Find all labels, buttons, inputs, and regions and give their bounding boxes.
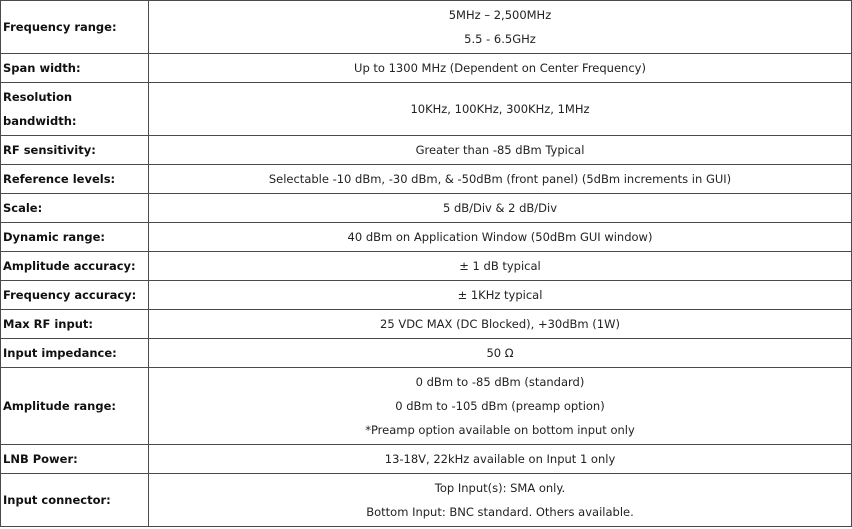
spec-value [149,1,852,54]
spec-value-line: Top Input(s): SMA only. [434,481,566,495]
spec-value [149,339,852,368]
spec-value [149,83,852,136]
spec-row-scale [1,194,852,223]
spec-value [149,252,852,281]
spec-value-line: 25 VDC MAX (DC Blocked), +30dBm (1W) [380,317,620,331]
spec-label: Amplitude accuracy: [1,252,149,281]
spec-value-line: Bottom Input: BNC standard. Others available. [366,505,634,519]
spec-value-line: 13-18V, 22kHz available on Input 1 only [384,452,616,466]
spec-row-frequency-range [1,1,852,54]
spec-row-span-width [1,54,852,83]
spec-value-line: 5MHz – 2,500MHz [448,8,552,22]
spec-value-line: 5 dB/Div & 2 dB/Div [442,201,558,215]
spec-label: RF sensitivity: [1,136,149,165]
spec-value [149,368,852,445]
spec-label: Scale: [1,194,149,223]
spec-row-lnb-power [1,445,852,474]
spec-value [149,194,852,223]
spec-label: Input impedance: [1,339,149,368]
spec-row-dynamic-range [1,223,852,252]
spec-row-rf-sensitivity [1,136,852,165]
spec-label: Resolution bandwidth: [1,83,149,136]
spec-row-input-connector [1,474,852,527]
spec-value-line: 50 Ω [486,346,514,360]
spec-value [149,165,852,194]
spec-value-line: 0 dBm to -105 dBm (preamp option) [395,399,605,413]
spec-row-amplitude-range [1,368,852,445]
spec-value [149,136,852,165]
spec-row-amplitude-accuracy [1,252,852,281]
spec-label: Frequency accuracy: [1,281,149,310]
spec-row-resolution-bandwidth [1,83,852,136]
spec-value-line: Selectable -10 dBm, -30 dBm, & -50dBm (front panel) (5dBm increments in GUI) [268,172,732,186]
spec-value [149,310,852,339]
spec-label: Dynamic range: [1,223,149,252]
spec-row-frequency-accuracy [1,281,852,310]
spec-label: Input connector: [1,474,149,527]
spec-value-line: ± 1KHz typical [457,288,543,302]
spec-value-line: *Preamp option available on bottom input only [365,423,635,437]
spec-label: Reference levels: [1,165,149,194]
spec-value [149,445,852,474]
spec-value-line: 40 dBm on Application Window (50dBm GUI window) [347,230,653,244]
spec-value-line: ± 1 dB typical [459,259,541,273]
spec-value-line: Up to 1300 MHz (Dependent on Center Frequency) [354,61,646,75]
spec-label: Max RF input: [1,310,149,339]
spec-label: Amplitude range: [1,368,149,445]
spec-value [149,54,852,83]
spec-value [149,281,852,310]
spec-value [149,474,852,527]
spec-row-reference-levels [1,165,852,194]
spec-value [149,223,852,252]
spec-value-line: 5.5 - 6.5GHz [464,32,536,46]
spec-label: LNB Power: [1,445,149,474]
spec-row-input-impedance [1,339,852,368]
spec-value-line: 0 dBm to -85 dBm (standard) [415,375,585,389]
spec-label: Frequency range: [1,1,149,54]
spec-value-line: Greater than -85 dBm Typical [415,143,585,157]
spec-row-max-rf-input [1,310,852,339]
spec-label: Span width: [1,54,149,83]
spec-value-line: 10KHz, 100KHz, 300KHz, 1MHz [410,102,590,116]
